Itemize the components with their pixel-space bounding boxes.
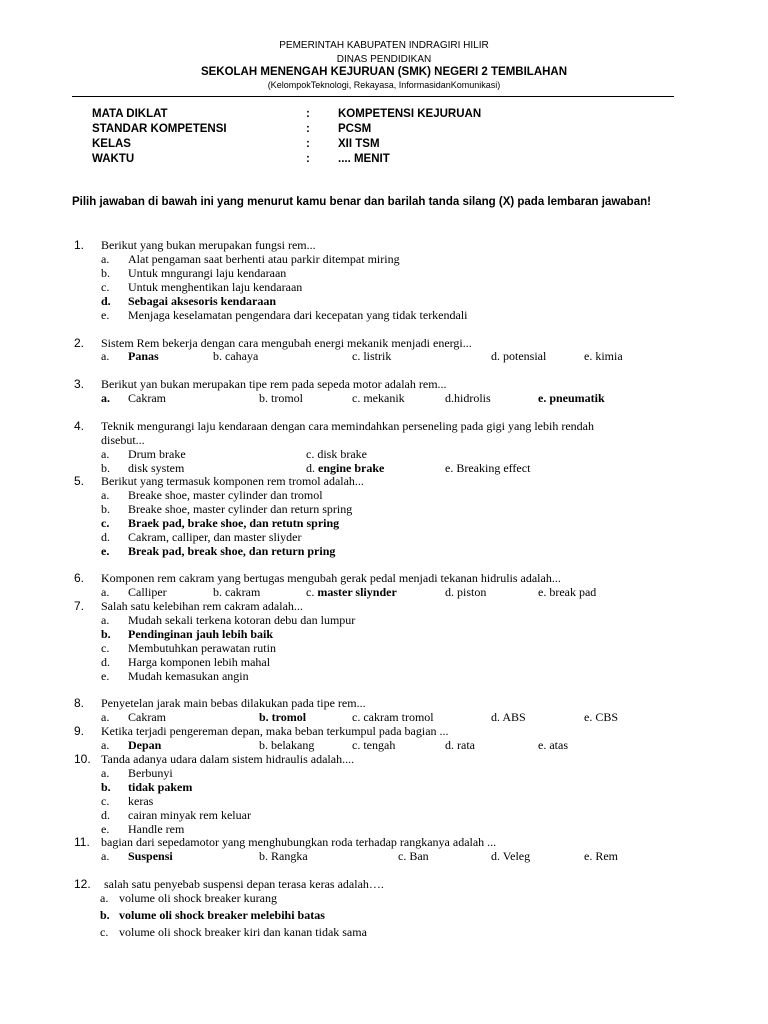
option-text: Membutuhkan perawatan rutin: [128, 641, 276, 655]
info-value: KOMPETENSI KEJURUAN: [338, 108, 482, 120]
option-letter: a.: [101, 447, 110, 461]
option-text: Alat pengaman saat berhenti atau parkir ditempat miring: [128, 252, 400, 266]
info-value: .... MENIT: [338, 153, 390, 165]
option-text: d. potensial: [491, 349, 547, 363]
option-text: Suspensi: [128, 849, 173, 863]
option-letter: e.: [101, 669, 110, 683]
header-divider: [72, 96, 674, 97]
option-letter: d.: [101, 530, 110, 544]
question-text: Berikut yang bukan merupakan fungsi rem...: [101, 238, 316, 252]
question-number: 1.: [74, 238, 85, 252]
info-label: STANDAR KOMPETENSI: [92, 123, 227, 135]
option-letter: a.: [101, 766, 110, 780]
option-text: c. disk brake: [306, 447, 367, 461]
option-text: c. mekanik: [352, 391, 405, 405]
option-text: Sebagai aksesoris kendaraan: [128, 294, 277, 308]
option-text: b. cahaya: [213, 349, 259, 363]
option-letter: a.: [101, 710, 110, 724]
option-letter: d.: [101, 808, 110, 822]
info-label: WAKTU: [92, 153, 135, 165]
question-number: 6.: [74, 571, 85, 585]
option-letter: e.: [101, 544, 110, 558]
question-text-cont: disebut...: [101, 433, 145, 447]
option-letter: c.: [101, 280, 110, 294]
option-text: e. Breaking effect: [445, 461, 531, 475]
option-letter: e.: [101, 822, 110, 836]
option-text: b. tromol: [259, 391, 303, 405]
option-text: d.hidrolis: [445, 391, 491, 405]
option-bold: engine brake: [318, 461, 385, 475]
option-text: c. cakram tromol: [352, 710, 434, 724]
header-school-name: SEKOLAH MENENGAH KEJURUAN (SMK) NEGERI 2 TEMBILAHAN: [200, 66, 568, 78]
option-letter: a.: [101, 585, 110, 599]
question-number: 7.: [74, 599, 85, 613]
option-text: tidak pakem: [128, 780, 193, 794]
option-text: d. ABS: [491, 710, 526, 724]
option-letter: c.: [101, 516, 110, 530]
option-text: b. tromol: [259, 710, 307, 724]
question-text: Komponen rem cakram yang bertugas mengubah gerak pedal menjadi tekanan hidrulis adalah...: [101, 571, 561, 585]
option-prefix: c.: [306, 585, 318, 599]
option-text: Handle rem: [128, 822, 185, 836]
option-text: keras: [128, 794, 154, 808]
question-number: 3.: [74, 377, 85, 391]
option-letter: b.: [101, 502, 110, 516]
option-letter: a.: [101, 252, 110, 266]
option-letter: d.: [101, 655, 110, 669]
option-text: b. cakram: [213, 585, 261, 599]
option-text: c. listrik: [352, 349, 392, 363]
option-text: b. belakang: [259, 738, 315, 752]
option-text: e. Rem: [584, 849, 618, 863]
option-text: Break pad, break shoe, dan return pring: [128, 544, 336, 558]
option-letter: b.: [101, 780, 111, 794]
option-letter: b.: [101, 461, 110, 475]
option-letter: a.: [101, 738, 110, 752]
option-text: Mudah kemasukan angin: [128, 669, 249, 683]
option-letter: a.: [101, 349, 110, 363]
question-text: Tanda adanya udara dalam sistem hidraulis adalah....: [101, 752, 355, 766]
option-text: Menjaga keselamatan pengendara dari kecepatan yang tidak terkendali: [128, 308, 468, 322]
option-text: [306, 461, 384, 475]
option-letter: c.: [101, 794, 110, 808]
option-letter: a.: [100, 891, 109, 905]
info-label: KELAS: [92, 138, 131, 150]
question-number: 11.: [74, 835, 90, 849]
info-colon: :: [306, 123, 310, 135]
option-text: Berbunyi: [128, 766, 173, 780]
option-text: b. Rangka: [259, 849, 308, 863]
option-text: volume oli shock breaker kurang: [119, 891, 277, 905]
header-school-group: (KelompokTeknologi, Rekayasa, InformasidanKomunikasi): [267, 80, 501, 90]
question-number: 10.: [74, 752, 91, 766]
option-text: Calliper: [128, 585, 167, 599]
option-text: c. tengah: [352, 738, 396, 752]
question-text: salah satu penyebab suspensi depan terasa keras adalah….: [104, 877, 384, 891]
question-number: 2.: [74, 336, 85, 350]
option-text: Breake shoe, master cylinder dan tromol: [128, 488, 323, 502]
question-text: Sistem Rem bekerja dengan cara mengubah energi mekanik menjadi energi...: [101, 336, 472, 350]
instruction-text: Pilih jawaban di bawah ini yang menurut kamu benar dan barilah tanda silang (X) pada lembaran jawaban!: [72, 196, 651, 208]
option-text: Braek pad, brake shoe, dan retutn spring: [128, 516, 340, 530]
option-text: Drum brake: [128, 447, 186, 461]
option-text: Cakram, calliper, dan master sliyder: [128, 530, 302, 544]
option-letter: a.: [101, 391, 110, 405]
option-text: Panas: [128, 349, 159, 363]
option-letter: d.: [101, 294, 111, 308]
option-text: Mudah sekali terkena kotoran debu dan lumpur: [128, 613, 356, 627]
option-text: Untuk mngurangi laju kendaraan: [128, 266, 287, 280]
option-text: d. Veleg: [491, 849, 531, 863]
option-letter: b.: [101, 627, 111, 641]
option-text: volume oli shock breaker kiri dan kanan tidak sama: [119, 925, 367, 939]
option-text: Untuk menghentikan laju kendaraan: [128, 280, 303, 294]
question-number: 12.: [74, 877, 91, 891]
info-label: MATA DIKLAT: [92, 108, 168, 120]
option-text: Pendinginan jauh lebih baik: [128, 627, 274, 641]
info-colon: :: [306, 153, 310, 165]
question-number: 8.: [74, 696, 85, 710]
option-letter: e.: [101, 308, 110, 322]
question-text: Salah satu kelebihan rem cakram adalah...: [101, 599, 303, 613]
option-letter: a.: [101, 613, 110, 627]
option-text: e. pneumatik: [538, 391, 605, 405]
option-text: e. break pad: [538, 585, 597, 599]
question-number: 9.: [74, 724, 85, 738]
option-text: [306, 585, 397, 599]
option-letter: c.: [101, 641, 110, 655]
option-letter: c.: [100, 925, 109, 939]
question-text: bagian dari sepedamotor yang menghubungkan roda terhadap rangkanya adalah ...: [101, 835, 497, 849]
option-text: Cakram: [128, 710, 166, 724]
info-value: XII TSM: [338, 138, 380, 150]
option-text: Cakram: [128, 391, 166, 405]
option-text: Breake shoe, master cylinder dan return spring: [128, 502, 353, 516]
option-text: e. kimia: [584, 349, 623, 363]
question-text: Penyetelan jarak main bebas dilakukan pada tipe rem...: [101, 696, 366, 710]
option-text: disk system: [128, 461, 185, 475]
question-text: Ketika terjadi pengereman depan, maka beban terkumpul pada bagian ...: [101, 724, 449, 738]
option-text: d. rata: [445, 738, 475, 752]
question-number: 4.: [74, 419, 85, 433]
question-text: Teknik mengurangi laju kendaraan dengan cara memindahkan perseneling pada gigi yang lebih rendah: [101, 419, 594, 433]
option-letter: b.: [100, 908, 110, 922]
option-letter: b.: [101, 266, 110, 280]
option-text: Depan: [128, 738, 162, 752]
option-text: Harga komponen lebih mahal: [128, 655, 271, 669]
question-number: 5.: [74, 474, 85, 488]
option-text: volume oli shock breaker melebihi batas: [119, 908, 325, 922]
info-colon: :: [306, 108, 310, 120]
info-value: PCSM: [338, 123, 372, 135]
question-text: Berikut yan bukan merupakan tipe rem pada sepeda motor adalah rem...: [101, 377, 447, 391]
option-prefix: d.: [306, 461, 318, 475]
option-bold: master sliynder: [317, 585, 397, 599]
option-text: cairan minyak rem keluar: [128, 808, 251, 822]
option-text: e. atas: [538, 738, 568, 752]
option-letter: a.: [101, 488, 110, 502]
option-text: d. piston: [445, 585, 487, 599]
question-text: Berikut yang termasuk komponen rem tromol adalah...: [101, 474, 364, 488]
option-text: c. Ban: [398, 849, 429, 863]
header-department: DINAS PENDIDIKAN: [336, 54, 432, 65]
header-government: PEMERINTAH KABUPATEN INDRAGIRI HILIR: [279, 40, 489, 51]
info-colon: :: [306, 138, 310, 150]
option-text: e. CBS: [584, 710, 619, 724]
option-letter: a.: [101, 849, 110, 863]
